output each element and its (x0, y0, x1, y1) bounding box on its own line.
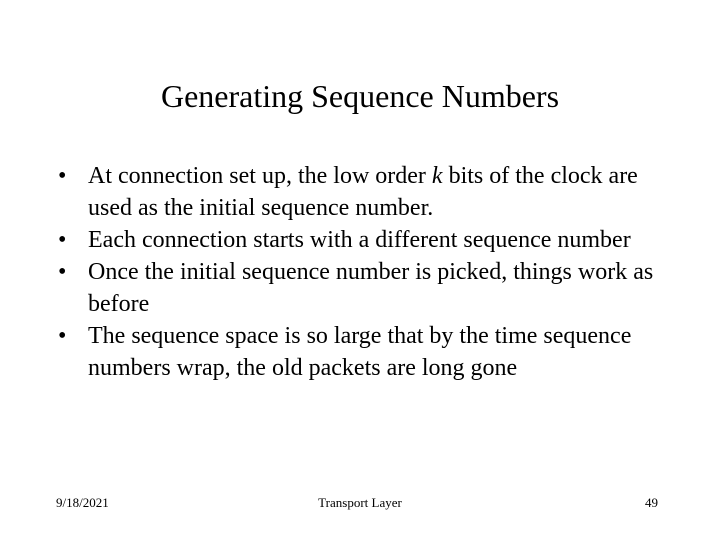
bullet-text (88, 163, 638, 221)
bullet-text (88, 227, 631, 253)
bullet-item (58, 256, 668, 320)
bullet-text-run: bits of the clock are used as the initial sequence number. (88, 163, 638, 221)
bullet-item (58, 320, 668, 384)
bullet-marker: • (58, 323, 67, 349)
bullet-text-run: The sequence space is so large that by the time sequence numbers wrap, the old packets are long gone (88, 323, 632, 381)
bullet-text (88, 323, 631, 381)
bullet-item (58, 160, 668, 224)
footer-title: Transport Layer (318, 495, 402, 510)
page-number: 49 (645, 495, 658, 510)
bullet-marker: • (58, 163, 67, 189)
bullet-text (88, 259, 653, 317)
bullet-item (58, 224, 668, 256)
bullet-marker: • (58, 259, 67, 285)
bullet-list (58, 160, 668, 384)
footer-date: 9/18/2021 (56, 495, 109, 510)
bullet-text-run: Each connection starts with a different sequence number (88, 227, 631, 253)
slide-title: Generating Sequence Numbers (160, 78, 560, 114)
bullet-text-run: At connection set up, the low order (88, 163, 432, 189)
bullet-text-run: Once the initial sequence number is picked, things work as before (88, 259, 654, 317)
bullet-text-italic: k (431, 163, 443, 189)
bullet-marker: • (58, 227, 67, 253)
